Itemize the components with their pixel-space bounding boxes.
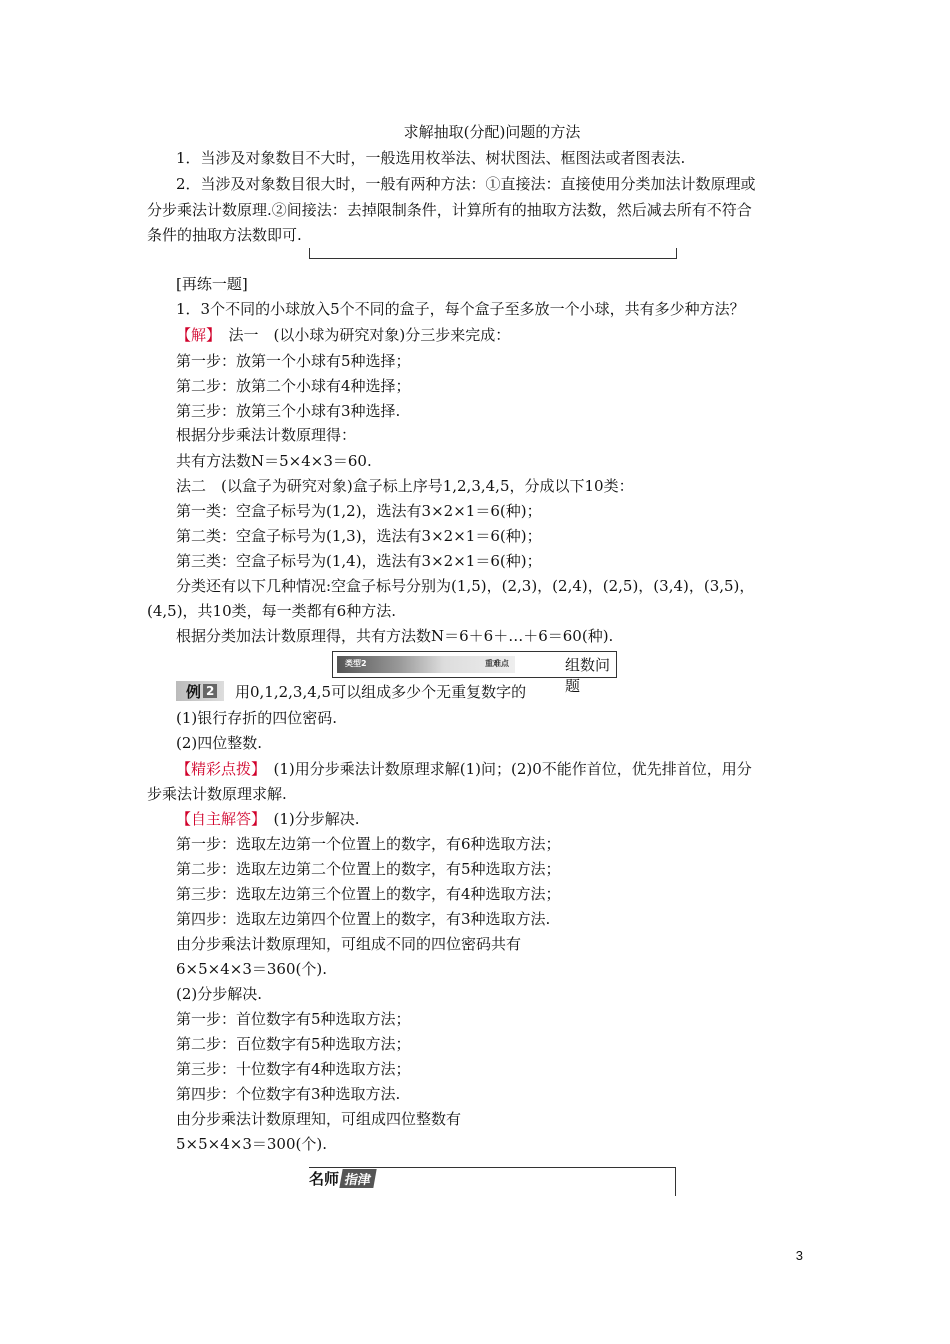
answer-line: 由分步乘法计数原理知，可组成四位整数有: [176, 1110, 462, 1128]
hint-line-2: 步乘法计数原理求解.: [147, 785, 287, 803]
solution-tag: 【解】: [176, 326, 214, 344]
solution-line: 第三步：放第三个小球有3种选择.: [176, 402, 401, 420]
hint-first-text: (1)用分步乘法计数原理求解(1)问；(2)0不能作首位，优先排首位，用分: [258, 760, 752, 778]
solution-line: 第一步：放第一个小球有5种选择；: [176, 352, 411, 370]
teacher-tip-badge: 指津: [339, 1169, 376, 1188]
page-number: 3: [795, 1248, 803, 1263]
solution-line: 根据分步乘法计数原理得：: [176, 426, 357, 444]
hint-tag: 【精彩点拨】: [176, 760, 259, 778]
answer-line: 第三步：十位数字有4种选取方法；: [176, 1060, 411, 1078]
example-part-1: (1)银行存折的四位密码.: [176, 709, 338, 727]
answer-line: 第一步：首位数字有5种选取方法；: [176, 1010, 411, 1028]
answer-line: 第四步：个位数字有3种选取方法.: [176, 1085, 401, 1103]
type-difficulty-badge: 重难点: [485, 659, 509, 668]
solution-line: 法二 (以盒子为研究对象)盒子标上序号1,2,3,4,5，分成以下10类：: [176, 477, 634, 495]
hint-line-1: [176, 759, 752, 779]
answer-line: 6×5×4×3＝360(个).: [176, 960, 327, 978]
teacher-tip-heading: [309, 1167, 375, 1189]
example-part-2: (2)四位整数.: [176, 734, 263, 752]
practice-question: 1．3个不同的小球放入5个不同的盒子，每个盒子至多放一个小球，共有多少种方法？: [176, 300, 745, 318]
answer-first-text: (1)分步解决.: [258, 810, 360, 828]
method-title: 求解抽取(分配)问题的方法: [403, 123, 581, 141]
answer-line: 5×5×4×3＝300(个).: [176, 1135, 327, 1153]
example-label: 例: [186, 682, 202, 701]
answer-line: 第四步：选取左边第四个位置上的数字，有3种选取方法.: [176, 910, 551, 928]
solution-line: 共有方法数N＝5×4×3＝60.: [176, 452, 372, 470]
method-box-bottom: [309, 248, 677, 259]
example-badge: [176, 681, 224, 701]
answer-line: 第三步：选取左边第三个位置上的数字，有4种选取方法；: [176, 885, 561, 903]
method-line-3: 分步乘法计数原理.②间接法：去掉限制条件，计算所有的抽取方法数，然后减去所有不符合: [147, 201, 752, 219]
answer-first-line: [176, 809, 360, 829]
solution-line: 第三类：空盒子标号为(1,4)，选法有3×2×1＝6(种)；: [176, 552, 542, 570]
method-line-1: 1．当涉及对象数目不大时，一般选用枚举法、树状图法、框图法或者图表法.: [176, 149, 686, 167]
method-line-4: 条件的抽取方法数即可.: [147, 226, 302, 244]
example-question: 用0,1,2,3,4,5可以组成多少个无重复数字的: [235, 683, 527, 701]
type-section-header: [332, 651, 617, 695]
practice-label: [再练一题]: [176, 275, 248, 293]
solution-line: (4,5)，共10类，每一类都有6种方法.: [147, 602, 396, 620]
solution-line: 第二步：放第二个小球有4种选择；: [176, 377, 411, 395]
solution-line: 第二类：空盒子标号为(1,3)，选法有3×2×1＝6(种)；: [176, 527, 542, 545]
answer-line: 第一步：选取左边第一个位置上的数字，有6种选取方法；: [176, 835, 561, 853]
answer-line: (2)分步解决.: [176, 985, 263, 1003]
example-number: 2: [203, 684, 217, 698]
answer-line: 第二步：百位数字有5种选取方法；: [176, 1035, 411, 1053]
answer-tag: 【自主解答】: [176, 810, 259, 828]
solution-line: 根据分类加法计数原理得，共有方法数N＝6＋6＋…＋6＝60(种).: [176, 627, 614, 645]
solution-line: 第一类：空盒子标号为(1,2)，选法有3×2×1＝6(种)；: [176, 502, 542, 520]
teacher-tip-box: [309, 1167, 676, 1196]
solution-line: 分类还有以下几种情况:空盒子标号分别为(1,5)，(2,3)，(2,4)，(2,5)，(3,4)，(3,5)，: [176, 577, 755, 595]
method-line-2: 2．当涉及对象数目很大时，一般有两种方法：①直接法：直接使用分类加法计数原理或: [176, 175, 756, 193]
type-banner: [337, 656, 515, 673]
solution-first-text: 法一 (以小球为研究对象)分三步来完成：: [213, 326, 511, 344]
teacher-tip-label: 名师: [309, 1169, 340, 1188]
type-tag: 类型2: [345, 659, 367, 668]
answer-line: 第二步：选取左边第二个位置上的数字，有5种选取方法；: [176, 860, 561, 878]
answer-line: 由分步乘法计数原理知，可组成不同的四位密码共有: [176, 935, 522, 953]
solution-first-line: [176, 325, 510, 345]
type-title: 组数问题: [565, 656, 611, 695]
